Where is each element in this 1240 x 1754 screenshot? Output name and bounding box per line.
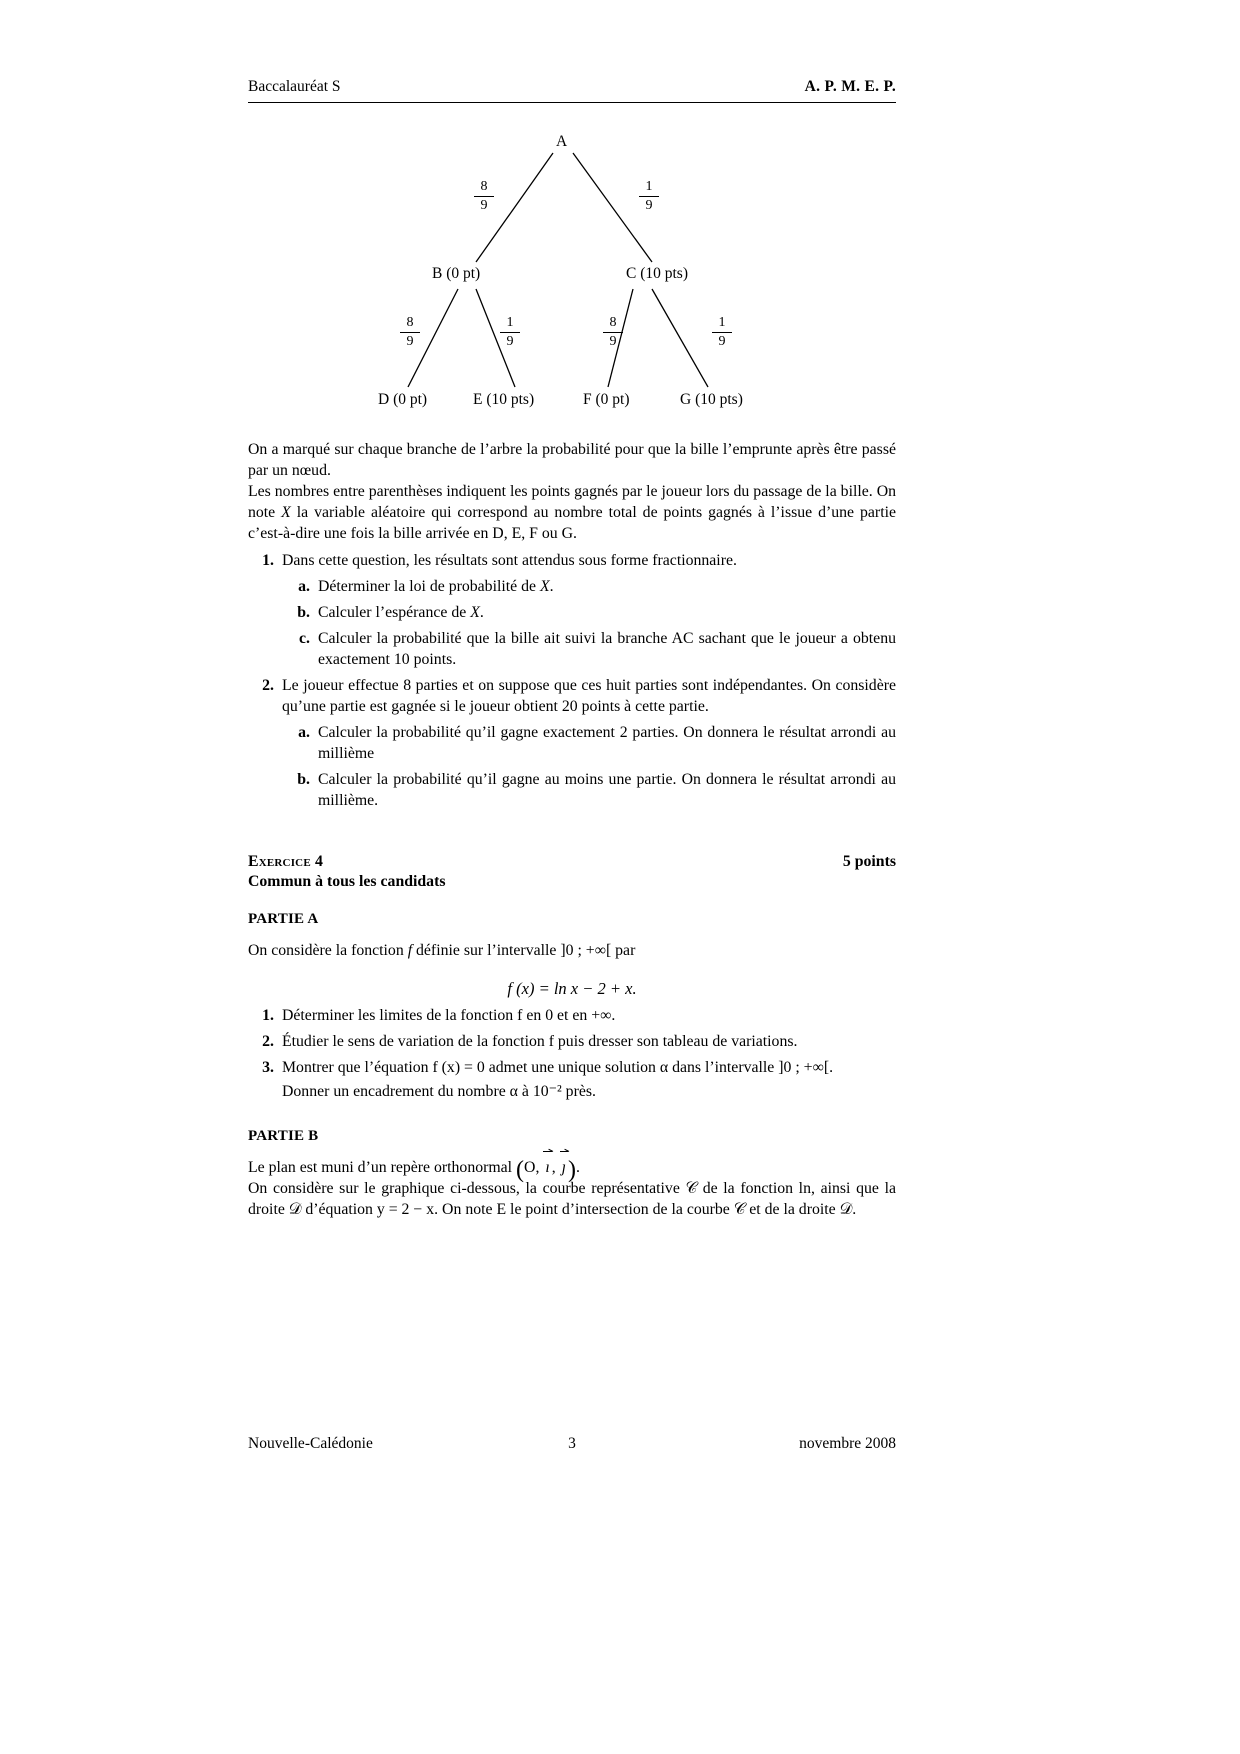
sub-marker-1b: b. <box>297 604 310 621</box>
partie-b-line-1: Le plan est muni d’un repère orthonormal (O, ı , ȷ). <box>248 1157 580 1183</box>
tree-node-c: C (10 pts) <box>626 265 688 282</box>
tree-label-cf: 8 9 <box>603 315 623 349</box>
vector-j: ȷ <box>561 1159 567 1176</box>
partie-b-line-2: On considère sur le graphique ci-dessous, la courbe représentative 𝒞 de la fonction ln, ainsi que la droite 𝒟 d’équation y = 2 − x. On note E le point d’intersection de la courbe 𝒞 et de la droite 𝒟. <box>248 1180 896 1218</box>
partie-a-item-3 <box>248 1057 896 1102</box>
question-text-1: Dans cette question, les résultats sont attendus sous forme fractionnaire. <box>282 552 737 569</box>
sub-question-2b <box>282 769 896 811</box>
fraction-bar <box>603 332 623 333</box>
sub-text-2b: Calculer la probabilité qu’il gagne au moins une partie. On donnera le résultat arrondi au millième. <box>318 771 896 809</box>
sub-marker-2a: a. <box>298 724 310 741</box>
partie-a-marker-2: 2. <box>262 1033 274 1050</box>
fraction-bar <box>500 332 520 333</box>
exercise-subtitle: Commun à tous les candidats <box>248 873 446 890</box>
partie-a-intro-post: définie sur l’intervalle ]0 ; +∞[ par <box>412 942 636 959</box>
tree-node-f: F (0 pt) <box>583 391 630 408</box>
question-marker-1: 1. <box>262 552 274 569</box>
sub-marker-1a: a. <box>298 578 310 595</box>
tree-label-bd: 8 9 <box>400 315 420 349</box>
tree-node-b: B (0 pt) <box>432 265 481 282</box>
tree-node-d: D (0 pt) <box>378 391 428 408</box>
fraction-bar <box>639 196 659 197</box>
variable-x: X <box>281 504 291 521</box>
variable-x: X <box>470 604 480 621</box>
sub-question-list-1 <box>282 576 896 670</box>
partie-a-intro-pre: On considère la fonction <box>248 942 408 959</box>
vector-i: ı <box>545 1159 550 1176</box>
page-footer <box>248 1435 896 1453</box>
question-list <box>248 550 896 811</box>
para-text-a: Les nombres entre parenthèses indiquent les points gagnés par le joueur lors du passage de la bille. On note <box>248 483 896 521</box>
partie-a-intro <box>248 940 896 961</box>
origin-label: O, <box>524 1159 540 1176</box>
footer-left: Nouvelle-Calédonie <box>248 1435 373 1452</box>
page-header <box>248 78 896 103</box>
footer-page-number: 3 <box>568 1435 576 1452</box>
fraction-bar <box>712 332 732 333</box>
fraction-bar <box>474 196 494 197</box>
sub-question-list-2 <box>282 722 896 811</box>
exercise-header <box>248 853 896 871</box>
tree-node-e: E (10 pts) <box>473 391 535 408</box>
sub-text-1a-post: . <box>549 578 554 595</box>
partie-a-marker-3: 3. <box>262 1059 274 1076</box>
sub-text-1a: Déterminer la loi de probabilité de <box>318 578 540 595</box>
tree-node-a: A <box>556 133 568 150</box>
tree-label-cg: 1 9 <box>712 315 732 349</box>
open-paren: ( <box>516 1157 525 1183</box>
exercise-title: Exercice 4 <box>248 853 324 870</box>
partie-a-item-1 <box>248 1005 896 1026</box>
header-right-text: A. P. M. E. P. <box>804 78 896 95</box>
para-text-b: la variable aléatoire qui correspond au nombre total de points gagnés à l’issue d’une partie c’est-à-dire une fois la bille arrivée en D, E, F ou G. <box>248 504 896 542</box>
variable-x: X <box>539 578 550 595</box>
tree-label-be: 1 9 <box>500 315 520 349</box>
partie-a-label: PARTIE A <box>248 911 319 927</box>
sub-text-1c: Calculer la probabilité que la bille ait suivi la branche AC sachant que le joueur a obtenu exactement 10 points. <box>318 630 896 668</box>
footer-right: novembre 2008 <box>799 1435 896 1452</box>
partie-b-label: PARTIE B <box>248 1128 319 1144</box>
sub-text-2a: Calculer la probabilité qu’il gagne exactement 2 parties. On donnera le résultat arrondi au millième <box>318 724 896 762</box>
close-paren: ) <box>568 1157 577 1183</box>
tree-branches <box>248 129 896 439</box>
partie-a-marker-1: 1. <box>262 1007 274 1024</box>
partie-a-text-3: Montrer que l’équation f (x) = 0 admet une unique solution α dans l’intervalle ]0 ; +∞[. <box>282 1059 834 1076</box>
partie-a-text-2: Étudier le sens de variation de la fonction f puis dresser son tableau de variations. <box>282 1033 798 1050</box>
paragraph-points-explanation <box>248 481 896 544</box>
function-f: f <box>407 942 413 959</box>
exercise-points: 5 points <box>842 853 896 870</box>
sub-question-1c <box>282 628 896 670</box>
question-marker-2: 2. <box>262 677 274 694</box>
partie-b-line1-pre: Le plan est muni d’un repère orthonormal <box>248 1159 517 1176</box>
header-left-text: Baccalauréat S <box>248 78 341 95</box>
question-item-1 <box>248 550 896 670</box>
tree-label-ab: 8 9 <box>474 179 494 213</box>
sub-text-1b: Calculer l’espérance de <box>318 604 471 621</box>
sub-question-1b <box>282 602 896 623</box>
sub-marker-2b: b. <box>297 771 310 788</box>
question-item-2 <box>248 675 896 811</box>
formula-f-of-x: f (x) = ln x − 2 + x. <box>507 979 637 998</box>
partie-a-text-3-extra: Donner un encadrement du nombre α à 10⁻² près. <box>282 1083 596 1100</box>
tree-label-ac: 1 9 <box>639 179 659 213</box>
partie-a-question-list <box>248 1005 896 1102</box>
sub-marker-1c: c. <box>299 630 310 647</box>
page-content <box>248 78 896 1220</box>
partie-a-text-1: Déterminer les limites de la fonction f en 0 et en +∞. <box>282 1007 616 1024</box>
sub-question-1a <box>282 576 896 597</box>
partie-a-item-2 <box>248 1031 896 1052</box>
sub-text-1b-post: . <box>479 604 484 621</box>
sub-question-2a <box>282 722 896 764</box>
probability-tree-diagram <box>248 129 896 439</box>
tree-node-g: G (10 pts) <box>680 391 743 408</box>
question-text-2: Le joueur effectue 8 parties et on suppose que ces huit parties sont indépendantes. On considère qu’une partie est gagnée si le joueur obtient 20 points à cette partie. <box>282 677 896 715</box>
paragraph-tree-explanation: On a marqué sur chaque branche de l’arbre la probabilité pour que la bille l’emprunte après être passé par un nœud. <box>248 441 896 479</box>
fraction-bar <box>400 332 420 333</box>
